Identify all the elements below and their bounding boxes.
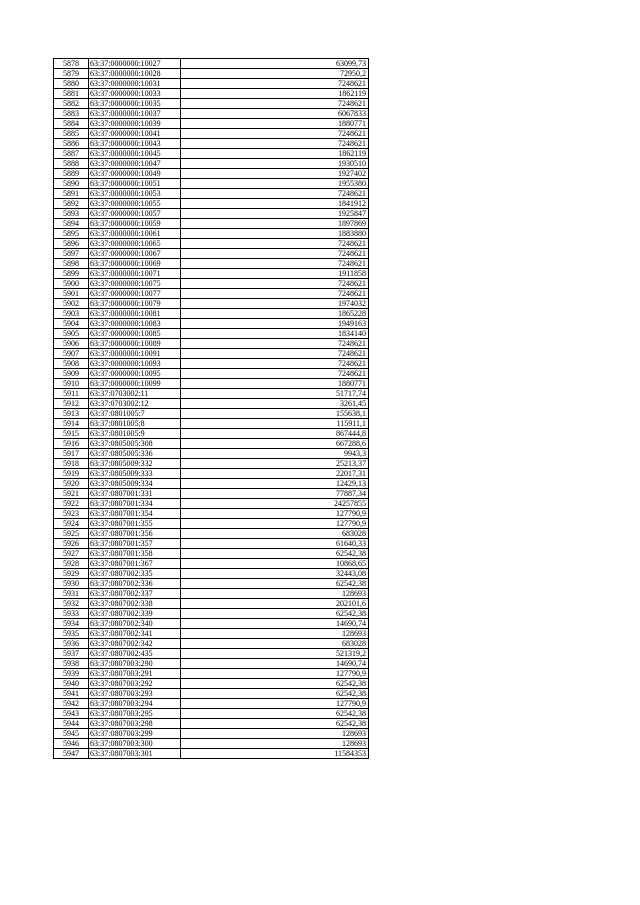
cadastral-number: 63:37:0807002:340 xyxy=(89,619,181,629)
row-number: 5922 xyxy=(54,499,89,509)
cadastral-number: 63:37:0805005:336 xyxy=(89,449,181,459)
cadastral-value: 7248621 xyxy=(181,99,369,109)
cadastral-value: 72950,2 xyxy=(181,69,369,79)
row-number: 5878 xyxy=(54,59,89,69)
table-row xyxy=(54,569,369,579)
table-row xyxy=(54,59,369,69)
row-number: 5928 xyxy=(54,559,89,569)
cadastral-number: 63:37:0801005:7 xyxy=(89,409,181,419)
row-number: 5930 xyxy=(54,579,89,589)
table-row xyxy=(54,499,369,509)
cadastral-number: 63:37:0807003:292 xyxy=(89,679,181,689)
table-row xyxy=(54,699,369,709)
table-row xyxy=(54,69,369,79)
cadastral-value: 128693 xyxy=(181,729,369,739)
row-number: 5925 xyxy=(54,529,89,539)
cadastral-number: 63:37:0000000:10095 xyxy=(89,369,181,379)
row-number: 5918 xyxy=(54,459,89,469)
row-number: 5911 xyxy=(54,389,89,399)
cadastral-value: 62542,38 xyxy=(181,679,369,689)
cadastral-number: 63:37:0000000:10035 xyxy=(89,99,181,109)
cadastral-number: 63:37:0801005:9 xyxy=(89,429,181,439)
table-row xyxy=(54,399,369,409)
row-number: 5937 xyxy=(54,649,89,659)
row-number: 5947 xyxy=(54,749,89,759)
cadastral-value: 7248621 xyxy=(181,359,369,369)
cadastral-value: 14690,74 xyxy=(181,619,369,629)
table-row xyxy=(54,149,369,159)
cadastral-number: 63:37:0000000:10061 xyxy=(89,229,181,239)
row-number: 5885 xyxy=(54,129,89,139)
table-row xyxy=(54,139,369,149)
cadastral-value: 1883880 xyxy=(181,229,369,239)
cadastral-number: 63:37:0807003:299 xyxy=(89,729,181,739)
table-row xyxy=(54,519,369,529)
table-row xyxy=(54,729,369,739)
cadastral-number: 63:37:0807002:338 xyxy=(89,599,181,609)
cadastral-value: 6067833 xyxy=(181,109,369,119)
cadastral-number: 63:37:0807003:295 xyxy=(89,709,181,719)
cadastral-value: 1927402 xyxy=(181,169,369,179)
cadastral-number: 63:37:0000000:10051 xyxy=(89,179,181,189)
cadastral-value: 1880771 xyxy=(181,119,369,129)
cadastral-value: 7248621 xyxy=(181,249,369,259)
cadastral-number: 63:37:0000000:10037 xyxy=(89,109,181,119)
row-number: 5904 xyxy=(54,319,89,329)
table-row xyxy=(54,589,369,599)
row-number: 5897 xyxy=(54,249,89,259)
cadastral-number: 63:37:0807001:358 xyxy=(89,549,181,559)
row-number: 5898 xyxy=(54,259,89,269)
cadastral-value: 1880771 xyxy=(181,379,369,389)
cadastral-value: 127790,9 xyxy=(181,519,369,529)
cadastral-value: 202101,6 xyxy=(181,599,369,609)
row-number: 5919 xyxy=(54,469,89,479)
cadastral-value: 1834140 xyxy=(181,329,369,339)
table-row xyxy=(54,529,369,539)
table-row xyxy=(54,609,369,619)
row-number: 5932 xyxy=(54,599,89,609)
table-row xyxy=(54,209,369,219)
cadastral-number: 63:37:0703002:12 xyxy=(89,399,181,409)
table-row xyxy=(54,259,369,269)
table-row xyxy=(54,189,369,199)
cadastral-number: 63:37:0801005:8 xyxy=(89,419,181,429)
row-number: 5896 xyxy=(54,239,89,249)
cadastral-number: 63:37:0000000:10045 xyxy=(89,149,181,159)
row-number: 5901 xyxy=(54,289,89,299)
cadastral-number: 63:37:0000000:10028 xyxy=(89,69,181,79)
cadastral-number: 63:37:0703002:11 xyxy=(89,389,181,399)
table-row xyxy=(54,279,369,289)
row-number: 5931 xyxy=(54,589,89,599)
cadastral-value: 1925847 xyxy=(181,209,369,219)
row-number: 5938 xyxy=(54,659,89,669)
row-number: 5879 xyxy=(54,69,89,79)
cadastral-number: 63:37:0807003:298 xyxy=(89,719,181,729)
cadastral-value: 1911858 xyxy=(181,269,369,279)
cadastral-number: 63:37:0000000:10081 xyxy=(89,309,181,319)
table-row xyxy=(54,159,369,169)
table-row xyxy=(54,199,369,209)
cadastral-number: 63:37:0000000:10055 xyxy=(89,199,181,209)
cadastral-number: 63:37:0807003:290 xyxy=(89,659,181,669)
cadastral-number: 63:37:0807001:356 xyxy=(89,529,181,539)
table-row xyxy=(54,249,369,259)
table-row xyxy=(54,419,369,429)
cadastral-number: 63:37:0807001:354 xyxy=(89,509,181,519)
cadastral-value: 9943,3 xyxy=(181,449,369,459)
table-row xyxy=(54,639,369,649)
cadastral-number: 63:37:0000000:10093 xyxy=(89,359,181,369)
table-row xyxy=(54,689,369,699)
cadastral-value: 62542,38 xyxy=(181,579,369,589)
table-row xyxy=(54,559,369,569)
table-row xyxy=(54,549,369,559)
row-number: 5921 xyxy=(54,489,89,499)
row-number: 5945 xyxy=(54,729,89,739)
cadastral-value: 3261,45 xyxy=(181,399,369,409)
table-row xyxy=(54,119,369,129)
cadastral-value: 25213,37 xyxy=(181,459,369,469)
cadastral-number: 63:37:0805005:308 xyxy=(89,439,181,449)
cadastral-value-table xyxy=(53,58,369,759)
cadastral-number: 63:37:0000000:10039 xyxy=(89,119,181,129)
cadastral-value: 115911,1 xyxy=(181,419,369,429)
cadastral-value: 7248621 xyxy=(181,349,369,359)
cadastral-number: 63:37:0807002:435 xyxy=(89,649,181,659)
row-number: 5884 xyxy=(54,119,89,129)
cadastral-number: 63:37:0000000:10049 xyxy=(89,169,181,179)
cadastral-number: 63:37:0807002:339 xyxy=(89,609,181,619)
row-number: 5902 xyxy=(54,299,89,309)
cadastral-value: 1862119 xyxy=(181,89,369,99)
row-number: 5908 xyxy=(54,359,89,369)
table-row xyxy=(54,169,369,179)
cadastral-value: 7248621 xyxy=(181,279,369,289)
table-row xyxy=(54,449,369,459)
row-number: 5936 xyxy=(54,639,89,649)
row-number: 5905 xyxy=(54,329,89,339)
row-number: 5881 xyxy=(54,89,89,99)
row-number: 5935 xyxy=(54,629,89,639)
row-number: 5893 xyxy=(54,209,89,219)
table-row xyxy=(54,99,369,109)
table-row xyxy=(54,629,369,639)
cadastral-number: 63:37:0000000:10089 xyxy=(89,339,181,349)
row-number: 5941 xyxy=(54,689,89,699)
cadastral-number: 63:37:0000000:10043 xyxy=(89,139,181,149)
cadastral-number: 63:37:0805009:334 xyxy=(89,479,181,489)
table-row xyxy=(54,469,369,479)
table-row xyxy=(54,299,369,309)
cadastral-value: 24257855 xyxy=(181,499,369,509)
row-number: 5920 xyxy=(54,479,89,489)
cadastral-value: 14690,74 xyxy=(181,659,369,669)
row-number: 5942 xyxy=(54,699,89,709)
table-row xyxy=(54,369,369,379)
cadastral-number: 63:37:0000000:10077 xyxy=(89,289,181,299)
cadastral-value: 127790,9 xyxy=(181,669,369,679)
cadastral-value: 7248621 xyxy=(181,369,369,379)
row-number: 5924 xyxy=(54,519,89,529)
row-number: 5891 xyxy=(54,189,89,199)
cadastral-number: 63:37:0805009:333 xyxy=(89,469,181,479)
cadastral-number: 63:37:0807001:367 xyxy=(89,559,181,569)
cadastral-value: 77887,34 xyxy=(181,489,369,499)
row-number: 5912 xyxy=(54,399,89,409)
table-row xyxy=(54,429,369,439)
cadastral-value: 22017,31 xyxy=(181,469,369,479)
table-row xyxy=(54,229,369,239)
cadastral-value: 1949163 xyxy=(181,319,369,329)
table-row xyxy=(54,539,369,549)
cadastral-number: 63:37:0000000:10085 xyxy=(89,329,181,339)
table-row xyxy=(54,319,369,329)
cadastral-number: 63:37:0000000:10059 xyxy=(89,219,181,229)
row-number: 5915 xyxy=(54,429,89,439)
cadastral-number: 63:37:0000000:10069 xyxy=(89,259,181,269)
cadastral-value: 1974032 xyxy=(181,299,369,309)
row-number: 5914 xyxy=(54,419,89,429)
table-row xyxy=(54,179,369,189)
row-number: 5889 xyxy=(54,169,89,179)
cadastral-value: 867444,8 xyxy=(181,429,369,439)
cadastral-value: 1930510 xyxy=(181,159,369,169)
cadastral-value: 7248621 xyxy=(181,239,369,249)
table-row xyxy=(54,239,369,249)
cadastral-number: 63:37:0807002:342 xyxy=(89,639,181,649)
cadastral-value: 128693 xyxy=(181,629,369,639)
cadastral-value: 667288,6 xyxy=(181,439,369,449)
table-row xyxy=(54,719,369,729)
table-row xyxy=(54,219,369,229)
table-row xyxy=(54,679,369,689)
cadastral-value: 155638,1 xyxy=(181,409,369,419)
table-body xyxy=(54,59,369,759)
cadastral-value: 7248621 xyxy=(181,339,369,349)
table-row xyxy=(54,489,369,499)
cadastral-value: 7248621 xyxy=(181,189,369,199)
table-row xyxy=(54,349,369,359)
table-row xyxy=(54,339,369,349)
cadastral-value: 32443,08 xyxy=(181,569,369,579)
cadastral-number: 63:37:0000000:10041 xyxy=(89,129,181,139)
table-row xyxy=(54,79,369,89)
row-number: 5907 xyxy=(54,349,89,359)
cadastral-number: 63:37:0000000:10027 xyxy=(89,59,181,69)
row-number: 5909 xyxy=(54,369,89,379)
row-number: 5926 xyxy=(54,539,89,549)
table-row xyxy=(54,329,369,339)
cadastral-number: 63:37:0807003:294 xyxy=(89,699,181,709)
cadastral-number: 63:37:0000000:10033 xyxy=(89,89,181,99)
table-row xyxy=(54,749,369,759)
row-number: 5894 xyxy=(54,219,89,229)
row-number: 5906 xyxy=(54,339,89,349)
cadastral-number: 63:37:0807002:335 xyxy=(89,569,181,579)
cadastral-value: 51717,74 xyxy=(181,389,369,399)
table-row xyxy=(54,379,369,389)
table-row xyxy=(54,509,369,519)
cadastral-value: 128693 xyxy=(181,739,369,749)
cadastral-number: 63:37:0000000:10031 xyxy=(89,79,181,89)
table-row xyxy=(54,479,369,489)
cadastral-number: 63:37:0807002:337 xyxy=(89,589,181,599)
table-row xyxy=(54,739,369,749)
table-row xyxy=(54,409,369,419)
cadastral-value: 7248621 xyxy=(181,289,369,299)
table-row xyxy=(54,389,369,399)
table-row xyxy=(54,309,369,319)
row-number: 5927 xyxy=(54,549,89,559)
cadastral-value: 128693 xyxy=(181,589,369,599)
cadastral-number: 63:37:0807003:291 xyxy=(89,669,181,679)
table-row xyxy=(54,439,369,449)
row-number: 5944 xyxy=(54,719,89,729)
row-number: 5903 xyxy=(54,309,89,319)
row-number: 5882 xyxy=(54,99,89,109)
row-number: 5939 xyxy=(54,669,89,679)
row-number: 5899 xyxy=(54,269,89,279)
row-number: 5933 xyxy=(54,609,89,619)
table-row xyxy=(54,129,369,139)
row-number: 5883 xyxy=(54,109,89,119)
cadastral-value: 62542,38 xyxy=(181,719,369,729)
cadastral-value: 7248621 xyxy=(181,139,369,149)
table-row xyxy=(54,599,369,609)
row-number: 5916 xyxy=(54,439,89,449)
cadastral-number: 63:37:0807001:334 xyxy=(89,499,181,509)
cadastral-value: 63099,73 xyxy=(181,59,369,69)
cadastral-value: 1841912 xyxy=(181,199,369,209)
cadastral-number: 63:37:0807003:293 xyxy=(89,689,181,699)
cadastral-value: 7248621 xyxy=(181,259,369,269)
cadastral-value: 7248621 xyxy=(181,79,369,89)
cadastral-value: 1862119 xyxy=(181,149,369,159)
cadastral-value: 1955380 xyxy=(181,179,369,189)
cadastral-number: 63:37:0000000:10047 xyxy=(89,159,181,169)
table-row xyxy=(54,619,369,629)
cadastral-value: 62542,38 xyxy=(181,689,369,699)
row-number: 5913 xyxy=(54,409,89,419)
cadastral-value: 62542,38 xyxy=(181,549,369,559)
row-number: 5890 xyxy=(54,179,89,189)
table-row xyxy=(54,289,369,299)
row-number: 5923 xyxy=(54,509,89,519)
cadastral-value: 62542,38 xyxy=(181,609,369,619)
cadastral-value: 10868,65 xyxy=(181,559,369,569)
cadastral-number: 63:37:0000000:10071 xyxy=(89,269,181,279)
table-row xyxy=(54,579,369,589)
table-row xyxy=(54,669,369,679)
cadastral-value: 127790,9 xyxy=(181,509,369,519)
row-number: 5880 xyxy=(54,79,89,89)
row-number: 5943 xyxy=(54,709,89,719)
table-row xyxy=(54,109,369,119)
cadastral-number: 63:37:0807001:331 xyxy=(89,489,181,499)
table-row xyxy=(54,269,369,279)
cadastral-number: 63:37:0000000:10057 xyxy=(89,209,181,219)
table-row xyxy=(54,649,369,659)
row-number: 5917 xyxy=(54,449,89,459)
cadastral-number: 63:37:0807001:357 xyxy=(89,539,181,549)
cadastral-number: 63:37:0000000:10083 xyxy=(89,319,181,329)
cadastral-value: 683028 xyxy=(181,529,369,539)
cadastral-number: 63:37:0000000:10075 xyxy=(89,279,181,289)
row-number: 5895 xyxy=(54,229,89,239)
cadastral-number: 63:37:0000000:10065 xyxy=(89,239,181,249)
table-row xyxy=(54,659,369,669)
cadastral-value: 127790,9 xyxy=(181,699,369,709)
cadastral-number: 63:37:0807001:355 xyxy=(89,519,181,529)
cadastral-number: 63:37:0000000:10053 xyxy=(89,189,181,199)
cadastral-value: 1897869 xyxy=(181,219,369,229)
row-number: 5929 xyxy=(54,569,89,579)
cadastral-number: 63:37:0807003:300 xyxy=(89,739,181,749)
row-number: 5946 xyxy=(54,739,89,749)
row-number: 5910 xyxy=(54,379,89,389)
table-row xyxy=(54,709,369,719)
cadastral-number: 63:37:0807002:336 xyxy=(89,579,181,589)
cadastral-value: 7248621 xyxy=(181,129,369,139)
cadastral-number: 63:37:0807003:301 xyxy=(89,749,181,759)
table-row xyxy=(54,359,369,369)
table-row xyxy=(54,89,369,99)
table-row xyxy=(54,459,369,469)
cadastral-number: 63:37:0807002:341 xyxy=(89,629,181,639)
row-number: 5886 xyxy=(54,139,89,149)
row-number: 5892 xyxy=(54,199,89,209)
cadastral-value: 12429,13 xyxy=(181,479,369,489)
row-number: 5934 xyxy=(54,619,89,629)
row-number: 5940 xyxy=(54,679,89,689)
cadastral-number: 63:37:0000000:10079 xyxy=(89,299,181,309)
cadastral-value: 683028 xyxy=(181,639,369,649)
cadastral-value: 62542,38 xyxy=(181,709,369,719)
row-number: 5888 xyxy=(54,159,89,169)
cadastral-number: 63:37:0805009:332 xyxy=(89,459,181,469)
cadastral-value: 1865228 xyxy=(181,309,369,319)
cadastral-value: 521319,2 xyxy=(181,649,369,659)
cadastral-number: 63:37:0000000:10067 xyxy=(89,249,181,259)
cadastral-number: 63:37:0000000:10099 xyxy=(89,379,181,389)
row-number: 5900 xyxy=(54,279,89,289)
cadastral-number: 63:37:0000000:10091 xyxy=(89,349,181,359)
cadastral-value: 61640,33 xyxy=(181,539,369,549)
row-number: 5887 xyxy=(54,149,89,159)
cadastral-value: 11584353 xyxy=(181,749,369,759)
